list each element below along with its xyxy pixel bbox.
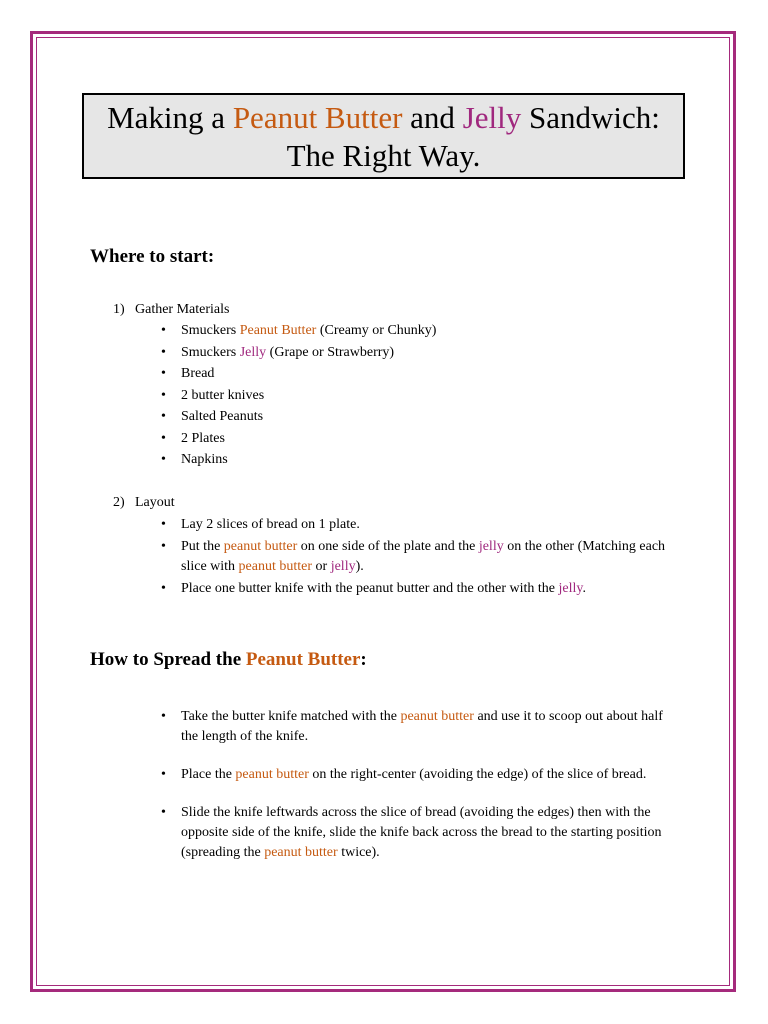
heading-peanut-butter: Peanut Butter [245,649,361,670]
title-line-2: The Right Way. [286,138,481,173]
heading-how-to-spread [90,649,367,671]
heading-where-to-start: Where to start: [90,246,215,267]
title-jelly: Jelly [462,100,522,135]
title-line-1 [84,99,683,137]
item-text: Smuckers [181,323,240,338]
item-text: Put the [181,539,224,554]
materials-list [157,321,677,472]
list-item: • 2 butter knives [157,386,677,406]
jelly-text: jelly [478,539,504,554]
list-item [157,803,677,863]
jelly-text: jelly [330,559,356,574]
item-text: ). [355,559,364,574]
peanut-butter-text: peanut butter [264,845,338,860]
list-item: • Lay 2 slices of bread on 1 plate. [157,515,677,535]
title-text: and [402,100,463,135]
item-text: Place the [181,767,236,782]
list-item [157,707,677,747]
step-number: 1) [113,302,125,317]
jelly-text: Jelly [239,344,267,360]
item-text: and use it to scoop out about half the length of the knife. [181,709,663,744]
peanut-butter-text: peanut butter [400,709,474,724]
item-text: twice). [337,845,380,860]
step-number: 2) [113,495,125,510]
list-item [157,343,677,363]
item-text: Slide the knife leftwards across the slice of bread (avoiding the edges) then with the opposite side of the knife, slide the knife back across the bread to the starting position (spreading the [181,805,662,860]
list-item [157,321,677,341]
layout-list [157,515,677,599]
heading-text: How to Spread the [90,649,246,670]
item-text: or [312,559,331,574]
jelly-text: jelly [558,581,583,596]
step-text: Gather Materials [135,302,230,317]
item-text: on the other (Matching each slice with [181,539,666,574]
item-text: on one side of the plate and the [297,539,479,554]
document-title [82,93,685,179]
item-text: Place one butter knife with the peanut butter and the other with the [181,581,559,596]
title-peanut-butter: Peanut Butter [232,100,403,135]
peanut-butter-text: Peanut Butter [239,323,317,338]
item-text: (Creamy or Chunky) [316,323,437,338]
item-text: . [582,581,586,596]
list-item [157,765,677,785]
step-text: Layout [135,495,175,510]
list-item: • 2 Plates [157,429,677,449]
list-item: • Salted Peanuts [157,407,677,427]
title-text: Sandwich: [521,100,660,135]
item-text: Take the butter knife matched with the [181,709,401,724]
step-2-label [113,495,175,511]
list-item [157,579,677,599]
item-text: (Grape or Strawberry) [266,344,395,360]
spread-steps-list [157,707,677,863]
step-1-label [113,302,229,318]
title-text: Making a [107,100,233,135]
item-text: Smuckers [181,344,240,360]
peanut-butter-text: peanut butter [238,559,313,574]
peanut-butter-text: peanut butter [223,539,298,554]
item-text: on the right-center (avoiding the edge) of the slice of bread. [308,767,647,782]
list-item: • Bread [157,364,677,384]
heading-text: : [360,649,367,670]
list-item: • Napkins [157,450,677,470]
list-item [157,537,677,577]
peanut-butter-text: peanut butter [235,767,309,782]
